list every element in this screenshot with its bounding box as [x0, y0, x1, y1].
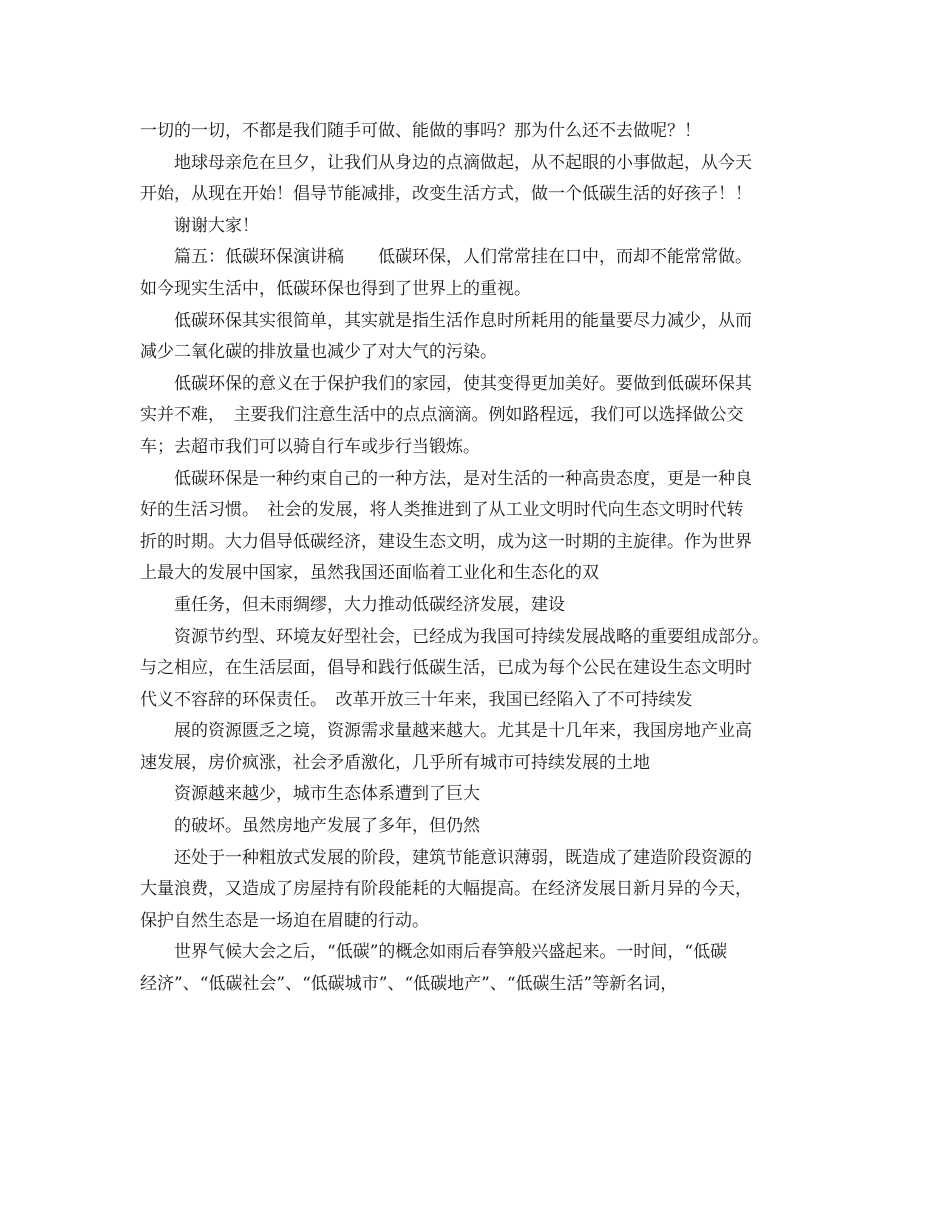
- text-line: 车；去超市我们可以骑自行车或步行当锻炼。: [140, 436, 480, 457]
- text-line: 大量浪费，又造成了房屋持有阶段能耗的大幅提高。在经济发展日新月异的今天，: [140, 879, 752, 900]
- text-line: 经济”、“低碳社会”、“低碳城市”、“低碳地产”、“低碳生活”等新名词，: [140, 974, 678, 995]
- text-line: 如今现实生活中，低碳环保也得到了世界上的重视。: [140, 278, 531, 299]
- text-line: 折的时期。大力倡导低碳经济，建设生态文明，成为这一时期的主旋律。作为世界: [140, 531, 752, 552]
- text-line: 重任务，但未雨绸缪，大力推动低碳经济发展，建设: [174, 594, 565, 615]
- text-line: 的破坏。虽然房地产发展了多年，但仍然: [174, 816, 480, 837]
- text-line: 还处于一种粗放式发展的阶段，建筑节能意识薄弱，既造成了建造阶段资源的: [174, 847, 752, 868]
- text-line: 低碳环保的意义在于保护我们的家园，使其变得更加美好。要做到低碳环保其: [174, 373, 752, 394]
- text-line: 谢谢大家！: [174, 215, 259, 236]
- text-line: 一切的一切，不都是我们随手可做、能做的事吗？那为什么还不去做呢？！: [140, 121, 701, 141]
- text-line: 减少二氧化碳的排放量也减少了对大气的污染。: [140, 342, 497, 363]
- text-line: 篇五：低碳环保演讲稿 低碳环保，人们常常挂在口中，而却不能常常做。: [174, 247, 752, 268]
- document-body: [140, 116, 830, 1001]
- text-line: 资源越来越少，城市生态体系遭到了巨大: [174, 784, 480, 805]
- text-line: 资源节约型、环境友好型社会，已经成为我国可持续发展战略的重要组成部分。: [174, 626, 769, 647]
- text-line: 上最大的发展中国家，虽然我国还面临着工业化和生态化的双: [140, 563, 599, 584]
- text-line: 与之相应，在生活层面，倡导和践行低碳生活，已成为每个公民在建设生态文明时: [140, 658, 752, 679]
- text-line: 保护自然生态是一场迫在眉睫的行动。: [140, 910, 429, 931]
- text-line: 低碳环保是一种约束自己的一种方法，是对生活的一种高贵态度，更是一种良: [174, 468, 752, 489]
- text-line: 好的生活习惯。 社会的发展，将人类推进到了从工业文明时代向生态文明时代转: [140, 500, 744, 521]
- text-line: 地球母亲危在旦夕，让我们从身边的点滴做起，从不起眼的小事做起，从今天: [174, 152, 752, 173]
- text-line: 展的资源匮乏之境，资源需求量越来越大。尤其是十几年来，我国房地产业高: [174, 721, 752, 742]
- text-line: 开始，从现在开始！倡导节能减排，改变生活方式，做一个低碳生活的好孩子！！: [140, 184, 752, 205]
- text-line: 实并不难， 主要我们注意生活中的点点滴滴。例如路程远，我们可以选择做公交: [140, 405, 744, 426]
- text-line: 速发展，房价疯涨，社会矛盾激化，几乎所有城市可持续发展的土地: [140, 752, 650, 773]
- text-line: 低碳环保其实很简单，其实就是指生活作息时所耗用的能量要尽力减少，从而: [174, 310, 752, 331]
- text-line: 世界气候大会之后，“低碳”的概念如雨后春笋般兴盛起来。一时间，“低碳: [174, 942, 728, 963]
- text-line: 代义不容辞的环保责任。 改革开放三十年来，我国已经陷入了不可持续发: [140, 689, 693, 710]
